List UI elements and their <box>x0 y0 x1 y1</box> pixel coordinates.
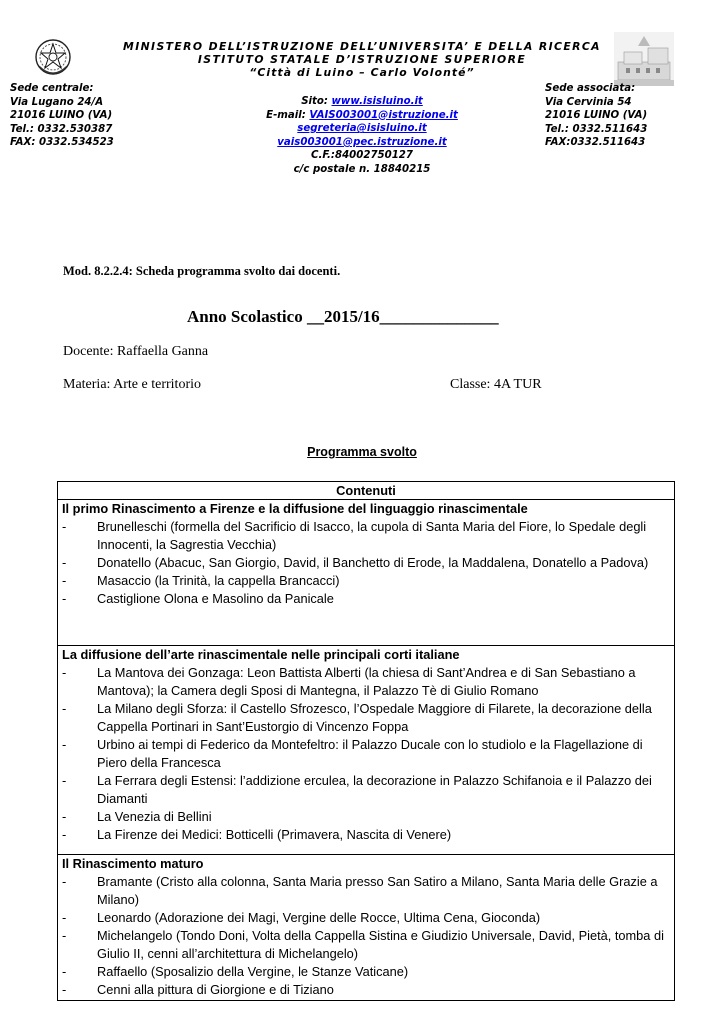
contacts-block <box>200 95 524 177</box>
subject: Materia: Arte e territorio <box>63 377 201 392</box>
email-label: E-mail: <box>266 109 306 121</box>
sede-associata-tel: Tel.: 0332.511643 <box>545 123 648 135</box>
list-item: - La Ferrara degli Estensi: l’addizione erculea, la decorazione in Palazzo Schifanoia e il Palazzo dei Diamanti <box>62 773 652 806</box>
list-item: - Brunelleschi (formella del Sacrificio di Isacco, la cupola di Santa Maria del Fiore, lo Spedale degli Innocenti, la Sagrestia Vecchia) <box>62 519 647 552</box>
institute-title: ISTITUTO STATALE D’ISTRUZIONE SUPERIORE <box>197 53 527 66</box>
site-row <box>200 95 524 109</box>
sede-centrale-block <box>10 82 114 150</box>
list-item: - Donatello (Abacuc, San Giorgio, David, il Banchetto di Erode, la Maddalena, Donatello a Padova) <box>62 555 649 570</box>
pec-email-link[interactable]: vais003001@pec.istruzione.it <box>277 136 447 148</box>
sede-centrale-city: 21016 LUINO (VA) <box>10 110 113 122</box>
teacher-name: Docente: Raffaella Ganna <box>63 344 209 359</box>
email2-row <box>200 122 524 136</box>
program-title: Programma svolto <box>307 445 417 459</box>
sede-associata-street: Via Cervinia 54 <box>545 96 632 108</box>
section-title: Il Rinascimento maturo <box>62 856 204 871</box>
list-item: - La Firenze dei Medici: Botticelli (Primavera, Nascita di Venere) <box>62 827 452 842</box>
email-link[interactable]: VAIS003001@istruzione.it <box>309 109 458 121</box>
secretary-email-link[interactable]: segreteria@isisluino.it <box>297 123 427 135</box>
section-mature-renaissance <box>58 855 674 999</box>
site-link[interactable]: www.isisluino.it <box>331 96 423 107</box>
sede-centrale-fax: FAX: 0332.534523 <box>10 137 114 149</box>
site-label: Sito: <box>301 96 328 107</box>
ministry-title: MINISTERO DELL’ISTRUZIONE DELL’UNIVERSITA’ E DELLA RICERCA <box>123 40 601 53</box>
list-item: - Michelangelo (Tondo Doni, Volta della Cappella Sistina e Giudizio Universale, David, Pietà, tomba di Giulio II, cenni all’architettura di Michelangelo) <box>62 928 664 961</box>
section-title: La diffusione dell’arte rinascimentale nelle principali corti italiane <box>62 647 460 662</box>
class-name: Classe: 4A TUR <box>450 377 542 392</box>
sede-centrale-tel: Tel.: 0332.530387 <box>10 123 113 135</box>
list-item: - La Mantova dei Gonzaga: Leon Battista Alberti (la chiesa di Sant’Andrea e di San Sebastiano a Mantova); la Camera degli Sposi di Mantegna, il Palazzo Tè di Giulio Romano <box>62 665 636 698</box>
pec-row <box>200 136 524 150</box>
sede-centrale-label: Sede centrale: <box>10 83 94 94</box>
sede-associata-fax: FAX:0332.511643 <box>545 137 646 149</box>
cc-row: c/c postale n. 18840215 <box>293 163 431 175</box>
sede-associata-block <box>545 82 647 150</box>
sede-associata-city: 21016 LUINO (VA) <box>545 110 648 122</box>
section-early-renaissance <box>58 500 674 646</box>
section-italian-courts <box>58 646 674 855</box>
list-item: - Bramante (Cristo alla colonna, Santa Maria presso San Satiro a Milano, Santa Maria delle Grazie a Milano) <box>62 874 658 907</box>
table-header: Contenuti <box>58 482 674 500</box>
list-item: - La Venezia di Bellini <box>62 809 212 824</box>
list-item: - Leonardo (Adorazione dei Magi, Vergine delle Rocce, Ultima Cena, Gioconda) <box>62 910 541 925</box>
list-item: - Urbino ai tempi di Federico da Montefeltro: il Palazzo Ducale con lo studiolo e la Flagellazione di Piero della Francesca <box>62 737 643 770</box>
list-item: - Raffaello (Sposalizio della Vergine, le Stanze Vaticane) <box>62 964 409 979</box>
section-title: Il primo Rinascimento a Firenze e la diffusione del linguaggio rinascimentale <box>62 501 528 516</box>
email-row <box>200 109 524 123</box>
list-item: - Masaccio (la Trinità, la cappella Brancacci) <box>62 573 340 588</box>
list-item: - Cenni alla pittura di Giorgione e di Tiziano <box>62 982 334 997</box>
cf-row: C.F.:84002750127 <box>311 150 413 162</box>
school-year: Anno Scolastico __2015/16______________ <box>187 307 499 326</box>
sede-centrale-street: Via Lugano 24/A <box>10 96 104 108</box>
contents-table <box>57 481 675 1001</box>
sede-associata-label: Sede associata: <box>545 83 636 94</box>
list-item: - La Milano degli Sforza: il Castello Sfrozesco, l’Ospedale Maggiore di Filarete, la decorazione della Cappella Portinari in Sant’Eustorgio di Vincenzo Foppa <box>62 701 652 734</box>
institute-subtitle: “Città di Luino – Carlo Volonté” <box>249 66 475 79</box>
module-code: Mod. 8.2.2.4: Scheda programma svolto dai docenti. <box>63 264 341 278</box>
list-item: - Castiglione Olona e Masolino da Panicale <box>62 591 334 606</box>
